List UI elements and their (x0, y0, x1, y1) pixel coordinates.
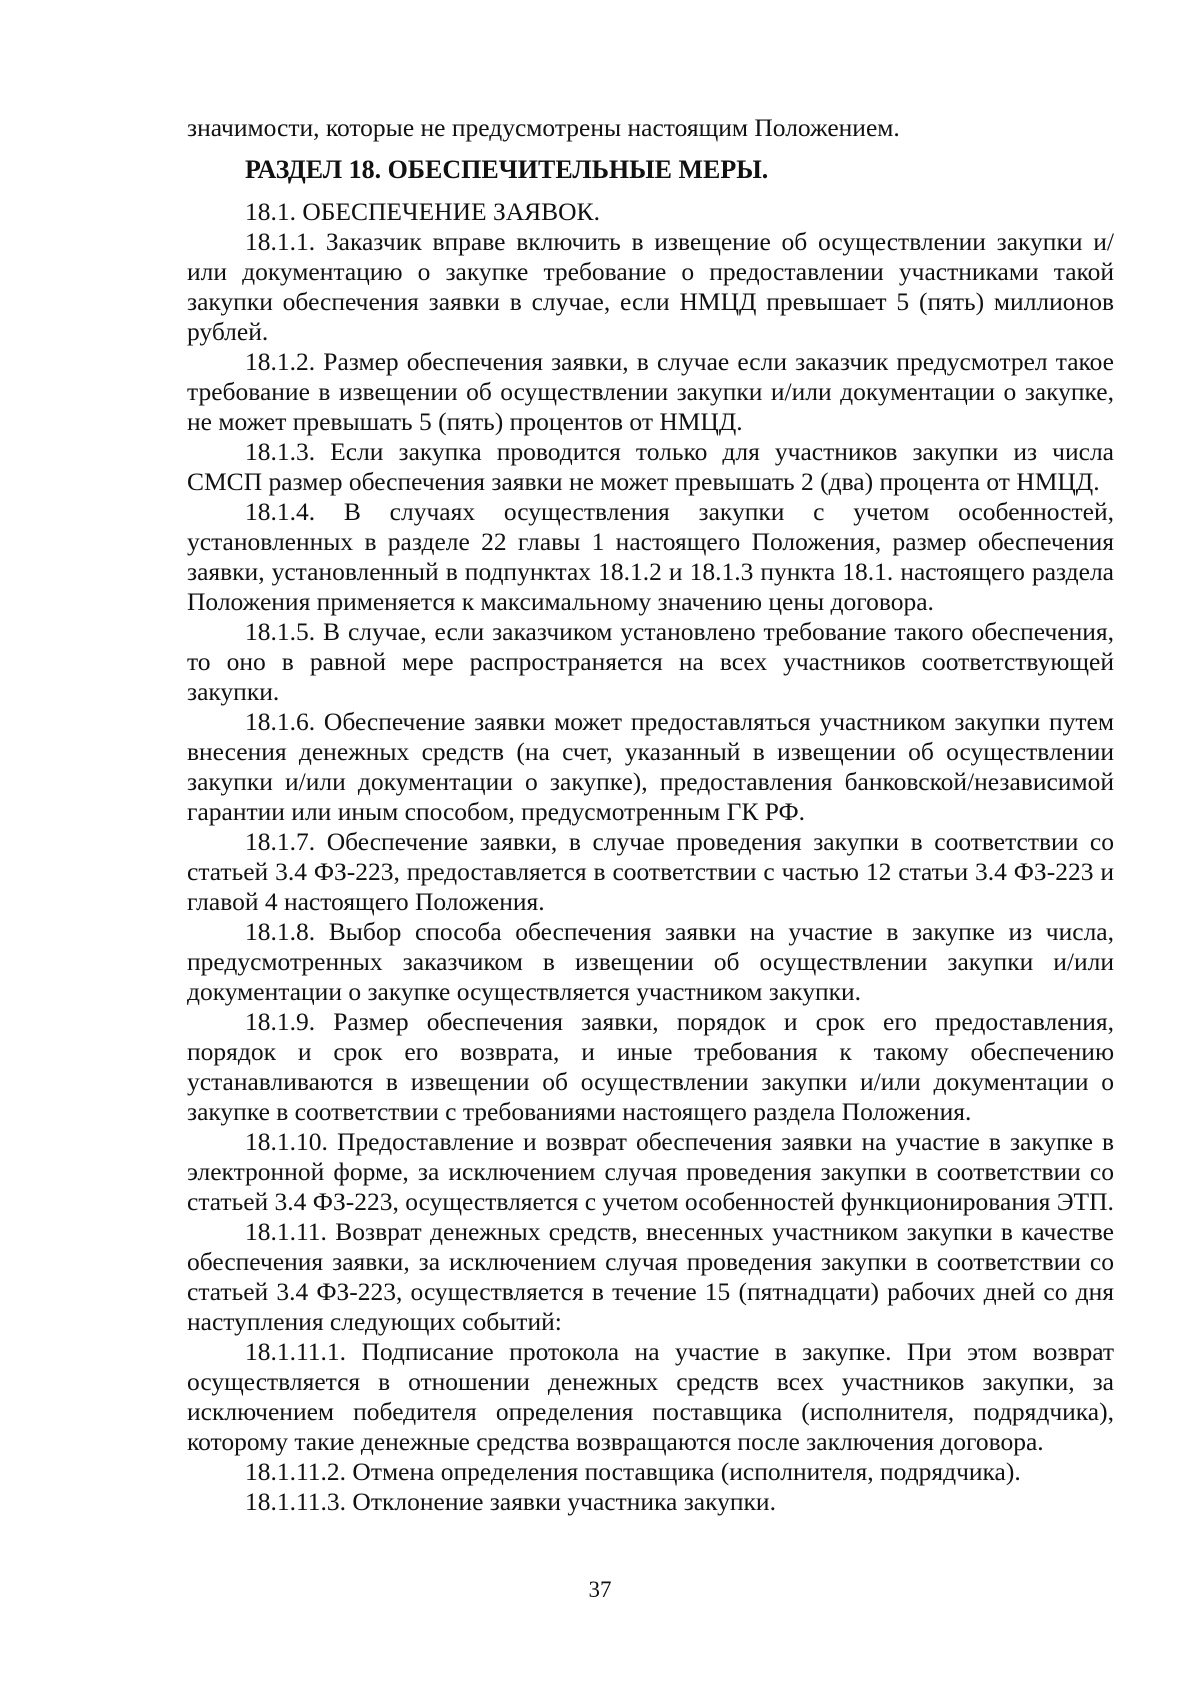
paragraph-18-1-11-2: 18.1.11.2. Отмена определения поставщика (исполнителя, подрядчика). (245, 1457, 1021, 1486)
paragraph-18-1-2: 18.1.2. Размер обеспечения заявки, в случае если заказчик предусмотрел такое требование в извещении об осуществлении закупки и/или документации о закупке, не может превышать 5 (пять) процентов от НМЦД. (187, 347, 1114, 436)
subsection-title: 18.1. ОБЕСПЕЧЕНИЕ ЗАЯВОК. (245, 197, 600, 226)
paragraph-18-1-5: 18.1.5. В случае, если заказчиком установлено требование такого обеспечения, то оно в равной мере распространяется на всех участников соответствующей закупки. (187, 617, 1114, 706)
document-page (187, 113, 1114, 1517)
page-number: 37 (588, 1577, 612, 1602)
paragraph-18-1-11-1: 18.1.11.1. Подписание протокола на участие в закупке. При этом возврат осуществляется в отношении денежных средств всех участников закупки, за исключением победителя определения поставщика (исполнителя, подрядчика), которому такие денежные средства возвращаются после заключения договора. (187, 1337, 1114, 1456)
section-title: РАЗДЕЛ 18. ОБЕСПЕЧИТЕЛЬНЫЕ МЕРЫ. (245, 155, 769, 184)
paragraph-18-1-11-3: 18.1.11.3. Отклонение заявки участника закупки. (245, 1487, 776, 1516)
paragraph-18-1-8: 18.1.8. Выбор способа обеспечения заявки на участие в закупке из числа, предусмотренных заказчиком в извещении об осуществлении закупки и/или документации о закупке осуществляется участником закупки. (187, 917, 1114, 1006)
paragraph-18-1-4: 18.1.4. В случаях осуществления закупки с учетом особенностей, установленных в разделе 22 главы 1 настоящего Положения, размер обеспечения заявки, установленный в подпунктах 18.1.2 и 18.1.3 пункта 18.1. настоящего раздела Положения применяется к максимальному значению цены договора. (187, 497, 1114, 616)
paragraph-18-1-7: 18.1.7. Обеспечение заявки, в случае проведения закупки в соответствии со статьей 3.4 ФЗ-223, предоставляется в соответствии с частью 12 статьи 3.4 ФЗ-223 и главой 4 настоящего Положения. (187, 827, 1114, 916)
paragraph-18-1-10: 18.1.10. Предоставление и возврат обеспечения заявки на участие в закупке в электронной форме, за исключением случая проведения закупки в соответствии со статьей 3.4 ФЗ-223, осуществляется с учетом особенностей функционирования ЭТП. (187, 1127, 1114, 1216)
lead-paragraph: значимости, которые не предусмотрены настоящим Положением. (187, 113, 900, 142)
paragraph-18-1-11: 18.1.11. Возврат денежных средств, внесенных участником закупки в качестве обеспечения заявки, за исключением случая проведения закупки в соответствии со статьей 3.4 ФЗ-223, осуществляется в течение 15 (пятнадцати) рабочих дней со дня наступления следующих событий: (187, 1217, 1114, 1336)
paragraph-18-1-9: 18.1.9. Размер обеспечения заявки, порядок и срок его предоставления, порядок и срок его возврата, и иные требования к такому обеспечению устанавливаются в извещении об осуществлении закупки и/или документации о закупке в соответствии с требованиями настоящего раздела Положения. (187, 1007, 1114, 1126)
paragraph-18-1-3: 18.1.3. Если закупка проводится только для участников закупки из числа СМСП размер обеспечения заявки не может превышать 2 (два) процента от НМЦД. (187, 437, 1114, 496)
paragraph-18-1-6: 18.1.6. Обеспечение заявки может предоставляться участником закупки путем внесения денежных средств (на счет, указанный в извещении об осуществлении закупки и/или документации о закупке), предоставления банковской/независимой гарантии или иным способом, предусмотренным ГК РФ. (187, 707, 1114, 826)
paragraph-18-1-1: 18.1.1. Заказчик вправе включить в извещение об осуществлении закупки и/или документацию о закупке требование о предоставлении участниками такой закупки обеспечения заявки в случае, если НМЦД превышает 5 (пять) миллионов рублей. (187, 227, 1114, 346)
